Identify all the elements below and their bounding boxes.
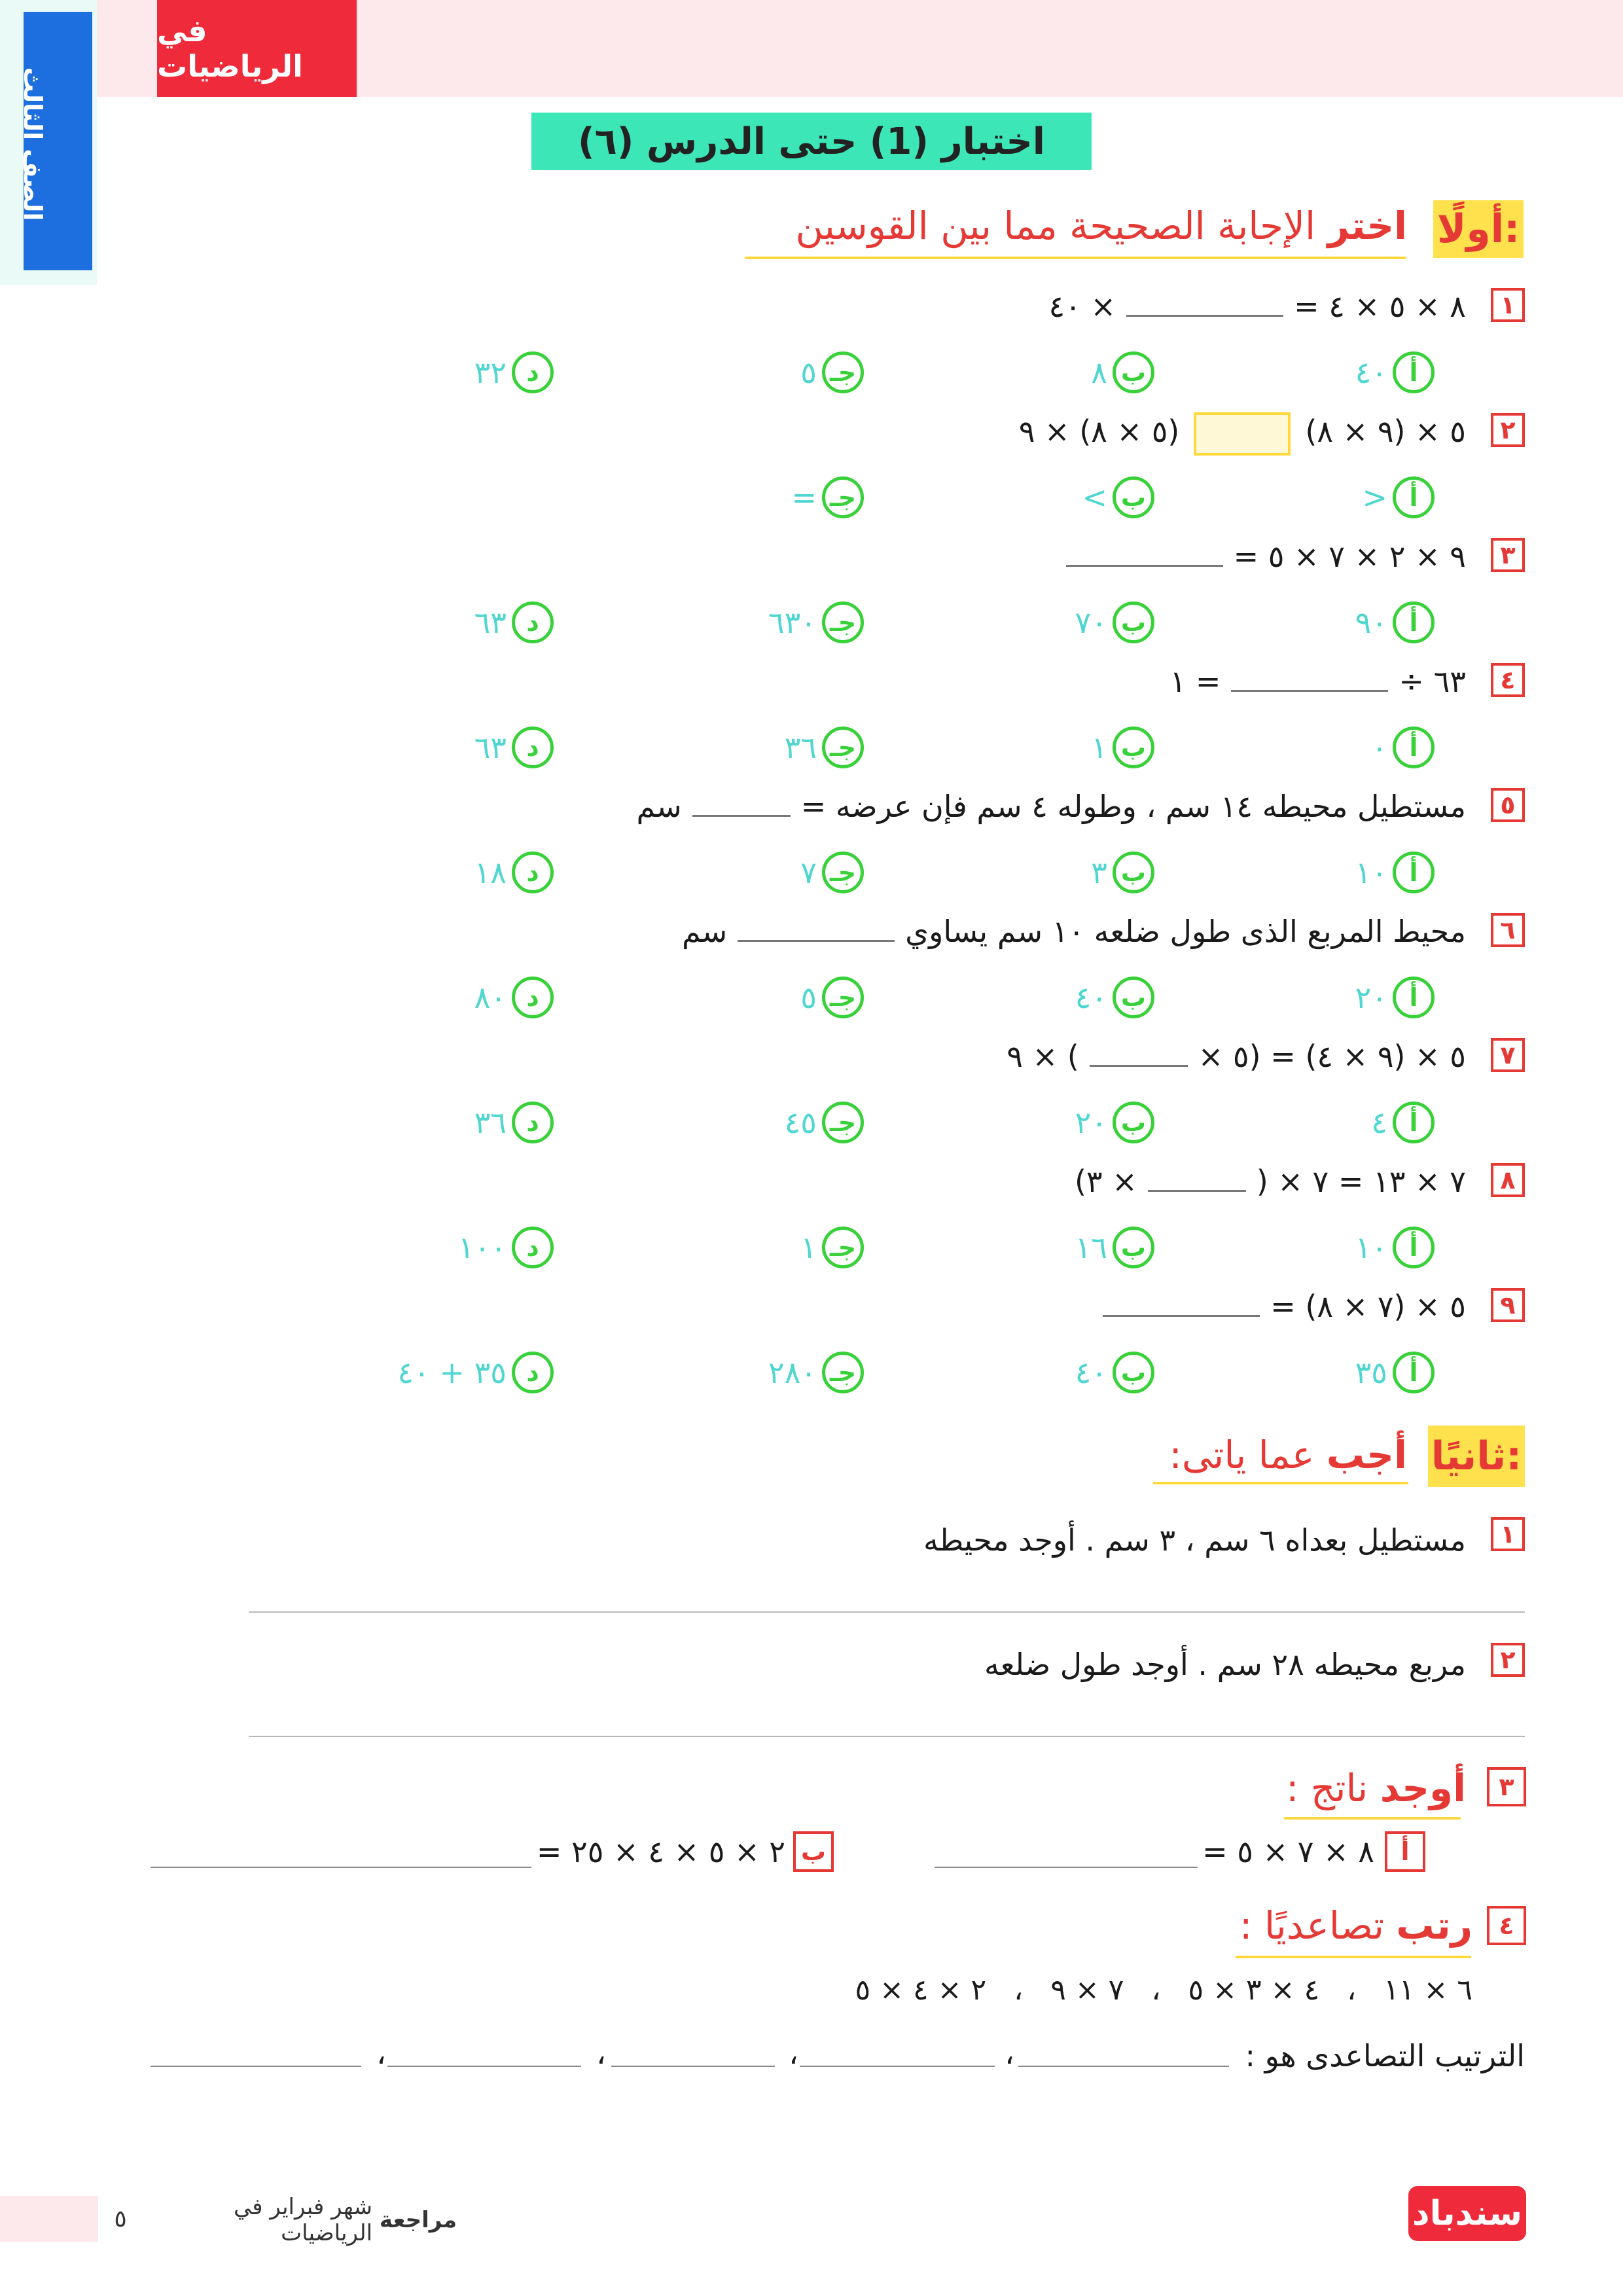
section1-title-rest: الإجابة الصحيحة مما بين القوسين	[795, 204, 1316, 248]
option-value: ٤٠	[1355, 355, 1387, 390]
mcq-q6-number: ٦	[1491, 913, 1525, 947]
mcq-q4-stem-right: = ١	[1169, 664, 1221, 699]
mcq-q3-option-2[interactable]	[938, 600, 1154, 645]
q3-title-rest: ناتج :	[1285, 1766, 1368, 1810]
mcq-q8-answer-blank[interactable]	[1148, 1166, 1246, 1192]
q4-answer-blank-4[interactable]	[387, 2066, 581, 2067]
written-q1-answer-line[interactable]	[249, 1611, 1525, 1613]
option-value: ٣٥	[1355, 1355, 1387, 1390]
section2-underline	[1153, 1482, 1408, 1484]
q3-title-bold: أوجد	[1380, 1766, 1466, 1810]
option-value: ١٠٠	[457, 1230, 507, 1265]
written-q2-number: ٢	[1491, 1643, 1525, 1677]
mcq-q5-option-3[interactable]	[648, 850, 864, 895]
q4-answer-blank-1[interactable]	[1018, 2066, 1229, 2067]
mcq-q4-stem-left: ٦٣ ÷	[1399, 664, 1466, 699]
mcq-q8-option-2[interactable]	[938, 1225, 1154, 1270]
option-letter-circle[interactable]: أ	[1393, 476, 1435, 518]
mcq-q4-option-1[interactable]	[1219, 725, 1435, 770]
option-value: ١	[800, 1230, 817, 1265]
option-value: ٣٢	[474, 355, 507, 390]
option-letter-circle[interactable]: ب	[1113, 1227, 1154, 1268]
mcq-q2-number: ٢	[1491, 413, 1525, 447]
mcq-q5-stem-left: مستطيل محيطه ١٤ سم ، وطوله ٤ سم فإن عرضه =	[800, 789, 1466, 824]
option-value: ٦٣	[474, 605, 507, 640]
option-letter-circle[interactable]: أ	[1393, 977, 1435, 1018]
mcq-q8-stem	[458, 1158, 1466, 1205]
option-letter-circle[interactable]: جـ	[822, 601, 864, 643]
mcq-q1-option-1[interactable]	[1219, 350, 1435, 395]
mcq-q6-answer-blank[interactable]	[738, 916, 895, 942]
q3-a-expression: ٨ × ٧ × ٥ =	[1202, 1834, 1374, 1869]
mcq-q7-option-2[interactable]	[938, 1100, 1154, 1145]
mcq-q7-option-1[interactable]	[1219, 1100, 1435, 1145]
q4-title-bold: رتب	[1396, 1903, 1472, 1948]
option-letter-circle[interactable]: د	[512, 1102, 554, 1143]
mcq-q9-option-1[interactable]	[1219, 1350, 1435, 1395]
section2-title	[982, 1424, 1407, 1486]
option-value: ٣٦	[474, 1105, 507, 1140]
mcq-q9-option-4[interactable]	[338, 1350, 554, 1395]
option-letter-circle[interactable]: ب	[1113, 726, 1154, 768]
section1-title	[753, 196, 1407, 255]
mcq-q1-option-4[interactable]	[338, 350, 554, 395]
option-value: ٧٠	[1075, 605, 1107, 640]
q4-answer-blank-3[interactable]	[611, 2066, 775, 2067]
section1-tag: أولًا:	[1433, 200, 1524, 258]
mcq-q7-stem	[458, 1033, 1466, 1080]
mcq-q3-option-1[interactable]	[1219, 600, 1435, 645]
option-letter-circle[interactable]: جـ	[822, 977, 864, 1018]
option-letter-circle[interactable]: ب	[1113, 476, 1154, 518]
mcq-q9-option-3[interactable]	[648, 1350, 864, 1395]
mcq-q2-option-2[interactable]	[938, 475, 1154, 520]
mcq-q8-option-1[interactable]	[1219, 1225, 1435, 1270]
mcq-q3-option-3[interactable]	[648, 600, 864, 645]
q4-order-label: الترتيب التصاعدى هو :	[1245, 2038, 1525, 2073]
option-letter-circle[interactable]: جـ	[822, 726, 864, 768]
section2-title-rest: عما ياتى:	[1169, 1433, 1315, 1477]
mcq-q2-option-3[interactable]	[648, 475, 864, 520]
q4-underline	[1236, 1956, 1471, 1958]
option-value: ٠	[1371, 730, 1387, 765]
mcq-q1-stem	[458, 283, 1466, 330]
option-value: ٤	[1371, 1105, 1387, 1140]
mcq-q1-answer-blank[interactable]	[1126, 291, 1283, 317]
mcq-q5-option-1[interactable]	[1219, 850, 1435, 895]
footer-text	[149, 2194, 457, 2246]
option-value: ٣٥ + ٤٠	[397, 1355, 507, 1390]
option-letter-circle[interactable]: ب	[1113, 977, 1154, 1018]
option-letter-circle[interactable]: ب	[1113, 1102, 1154, 1143]
q4-number: ٤	[1487, 1906, 1526, 1945]
q4-answer-blank-2[interactable]	[800, 2066, 995, 2067]
q3-a-answer-blank[interactable]	[935, 1867, 1198, 1868]
q4-sep-3: ،	[596, 2036, 606, 2071]
option-value: ١	[1091, 730, 1107, 765]
mcq-q2-stem-left: ٥ × (٩ × ٨)	[1305, 414, 1466, 449]
option-value: ٢٨٠	[768, 1355, 817, 1390]
option-value: ٤٠	[1075, 1355, 1107, 1390]
option-value: ٤٥	[784, 1105, 817, 1140]
q4-items: ٦ × ١١ ، ٤ × ٣ × ٥ ، ٧ × ٩ ، ٢ × ٤ × ٥	[855, 1973, 1472, 2007]
q3-underline	[1284, 1817, 1461, 1820]
option-letter-circle[interactable]: جـ	[822, 1227, 864, 1268]
mcq-q9-stem-left: ٥ × (٧ × ٨) =	[1270, 1289, 1466, 1324]
option-value: ٥	[800, 355, 817, 390]
option-letter-circle[interactable]: ب	[1113, 351, 1154, 393]
option-letter-circle[interactable]: أ	[1393, 1102, 1435, 1143]
option-letter-circle[interactable]: جـ	[822, 1352, 864, 1393]
mcq-q9-option-2[interactable]	[938, 1350, 1154, 1395]
mcq-q4-option-2[interactable]	[938, 725, 1154, 770]
option-letter-circle[interactable]: أ	[1393, 1227, 1435, 1268]
mcq-q8-stem-right: × ٣)	[1074, 1164, 1137, 1199]
mcq-q1-option-2[interactable]	[938, 350, 1154, 395]
option-value: ٧	[800, 855, 817, 890]
q4-sep-2: ،	[789, 2036, 798, 2071]
option-letter-circle[interactable]: د	[512, 977, 554, 1018]
option-value: ٥	[800, 980, 817, 1015]
mcq-q6-option-4[interactable]	[338, 975, 554, 1020]
mcq-q9-stem	[458, 1283, 1466, 1330]
option-letter-circle[interactable]: د	[512, 726, 554, 768]
option-letter-circle[interactable]: د	[512, 351, 554, 393]
mcq-q6-stem-right: سم	[681, 914, 728, 949]
mcq-q4-option-4[interactable]	[338, 725, 554, 770]
mcq-q3-stem	[458, 533, 1466, 580]
subject-tab: في الرياضيات	[157, 0, 357, 97]
mcq-q2-option-1[interactable]	[1219, 475, 1435, 520]
mcq-q7-stem-right: ) × ٩	[1007, 1039, 1079, 1074]
option-value: ١٠	[1355, 855, 1387, 890]
mcq-q3-option-4[interactable]	[338, 600, 554, 645]
mcq-q6-stem	[458, 908, 1466, 955]
mcq-q7-option-4[interactable]	[338, 1100, 554, 1145]
mcq-q3-answer-blank[interactable]	[1066, 541, 1223, 567]
mcq-q5-option-4[interactable]	[338, 850, 554, 895]
option-value: ٦٣	[474, 730, 507, 765]
q4-sep-1: ،	[1005, 2036, 1014, 2071]
mcq-q8-option-4[interactable]	[338, 1225, 554, 1270]
q4-title	[1178, 1898, 1472, 1953]
page-number: ٥	[98, 2196, 143, 2242]
mcq-q7-option-3[interactable]	[648, 1100, 864, 1145]
mcq-q6-option-1[interactable]	[1219, 975, 1435, 1020]
mcq-q9-number: ٩	[1491, 1288, 1525, 1322]
mcq-q5-stem	[458, 783, 1466, 830]
option-letter-circle[interactable]: أ	[1393, 726, 1435, 768]
q3-b-expression: ٢ × ٥ × ٤ × ٢٥ =	[536, 1834, 785, 1869]
option-letter-circle[interactable]: جـ	[822, 351, 864, 393]
option-letter-circle[interactable]: ب	[1113, 852, 1154, 893]
section1-underline	[745, 257, 1406, 259]
section2-tag: ثانيًا:	[1428, 1426, 1525, 1487]
q3-b-answer-blank[interactable]	[151, 1867, 531, 1868]
q4-title-rest: تصاعديًا :	[1240, 1903, 1384, 1948]
option-letter-circle[interactable]: أ	[1393, 852, 1435, 893]
option-letter-circle[interactable]: د	[512, 601, 554, 643]
mcq-q1-stem-right: × ٤٠	[1048, 289, 1116, 324]
mcq-q4-number: ٤	[1491, 663, 1525, 697]
side-label-text: الصف الثالث	[18, 67, 47, 221]
option-value: ١٠	[1355, 1230, 1387, 1265]
option-value: ١٦	[1075, 1230, 1107, 1265]
option-letter-circle[interactable]: أ	[1393, 601, 1435, 643]
q3-b-label: ب	[793, 1831, 834, 1872]
option-letter-circle[interactable]: د	[512, 1227, 554, 1268]
q3-number: ٣	[1487, 1767, 1526, 1806]
mcq-q1-option-3[interactable]	[648, 350, 864, 395]
mcq-q1-number: ١	[1491, 288, 1525, 322]
option-value: ٨	[1091, 355, 1107, 390]
publisher-logo: سندباد	[1408, 2186, 1526, 2241]
mcq-q6-option-3[interactable]	[648, 975, 864, 1020]
option-value: ٦٣٠	[768, 605, 817, 640]
option-value: ٩٠	[1355, 605, 1387, 640]
option-letter-circle[interactable]: جـ	[822, 476, 864, 518]
q3-title	[1178, 1761, 1466, 1816]
mcq-q2-stem-right: (٥ × ٨) × ٩	[1018, 414, 1180, 449]
section2-title-bold: أجب	[1326, 1433, 1407, 1477]
test-title: اختبار (1) حتى الدرس (٦)	[531, 113, 1092, 170]
option-value: ٢٠	[1355, 980, 1387, 1015]
option-letter-circle[interactable]: جـ	[822, 852, 864, 893]
mcq-q5-stem-right: سم	[636, 789, 682, 824]
footer-text-rest: شهر فبراير في الرياضيات	[233, 2194, 373, 2246]
mcq-q1-stem-left: ٨ × ٥ × ٤ =	[1294, 289, 1466, 324]
mcq-q5-answer-blank[interactable]	[692, 791, 791, 817]
written-q1-text: مستطيل بعداه ٦ سم ، ٣ سم . أوجد محيطه	[923, 1522, 1466, 1558]
mcq-q2-stem	[458, 408, 1466, 455]
option-value: ٤٠	[1075, 980, 1107, 1015]
mcq-q4-option-3[interactable]	[648, 725, 864, 770]
option-value: ٣٦	[784, 730, 817, 765]
written-q1-number: ١	[1491, 1517, 1525, 1551]
option-value: >	[1082, 480, 1107, 515]
mcq-q6-option-2[interactable]	[938, 975, 1154, 1020]
mcq-q8-stem-left: ٧ × ١٣ = ٧ × (	[1256, 1164, 1466, 1199]
option-letter-circle[interactable]: أ	[1393, 351, 1435, 393]
option-value: ١٨	[474, 855, 507, 890]
option-letter-circle[interactable]: د	[512, 1352, 554, 1393]
option-letter-circle[interactable]: جـ	[822, 1102, 864, 1143]
mcq-q5-number: ٥	[1491, 788, 1525, 822]
mcq-q7-number: ٧	[1491, 1038, 1525, 1072]
mcq-q2-answer-blank[interactable]	[1194, 412, 1291, 456]
section1-title-bold: اختر	[1327, 204, 1407, 248]
mcq-q8-number: ٨	[1491, 1163, 1525, 1197]
mcq-q9-answer-blank[interactable]	[1103, 1291, 1260, 1317]
mcq-q4-answer-blank[interactable]	[1231, 666, 1388, 692]
option-letter-circle[interactable]: د	[512, 852, 554, 893]
option-value: <	[1362, 480, 1387, 515]
mcq-q3-number: ٣	[1491, 538, 1525, 572]
written-q2-answer-line[interactable]	[249, 1736, 1525, 1737]
option-value: ٢٠	[1075, 1105, 1107, 1140]
option-letter-circle[interactable]: أ	[1393, 1352, 1435, 1393]
option-letter-circle[interactable]: ب	[1113, 1352, 1154, 1393]
mcq-q6-stem-left: محيط المربع الذى طول ضلعه ١٠ سم يساوي	[905, 914, 1466, 949]
q4-sep-4: ،	[376, 2036, 386, 2071]
option-value: ٣	[1091, 855, 1107, 890]
mcq-q7-stem-left: ٥ × (٩ × ٤) = (٥ ×	[1198, 1039, 1466, 1074]
option-value: =	[791, 480, 817, 515]
mcq-q5-option-2[interactable]	[938, 850, 1154, 895]
q4-answer-blank-5[interactable]	[151, 2066, 361, 2067]
q3-a-label: أ	[1385, 1831, 1425, 1872]
mcq-q7-answer-blank[interactable]	[1090, 1041, 1188, 1067]
option-letter-circle[interactable]: ب	[1113, 601, 1154, 643]
footer-text-bold: مراجعة	[379, 2207, 457, 2233]
option-value: ٨٠	[474, 980, 507, 1015]
mcq-q3-stem-left: ٩ × ٢ × ٧ × ٥ =	[1233, 539, 1466, 574]
mcq-q8-option-3[interactable]	[648, 1225, 864, 1270]
written-q2-text: مربع محيطه ٢٨ سم . أوجد طول ضلعه	[984, 1647, 1466, 1682]
mcq-q4-stem	[458, 658, 1466, 705]
